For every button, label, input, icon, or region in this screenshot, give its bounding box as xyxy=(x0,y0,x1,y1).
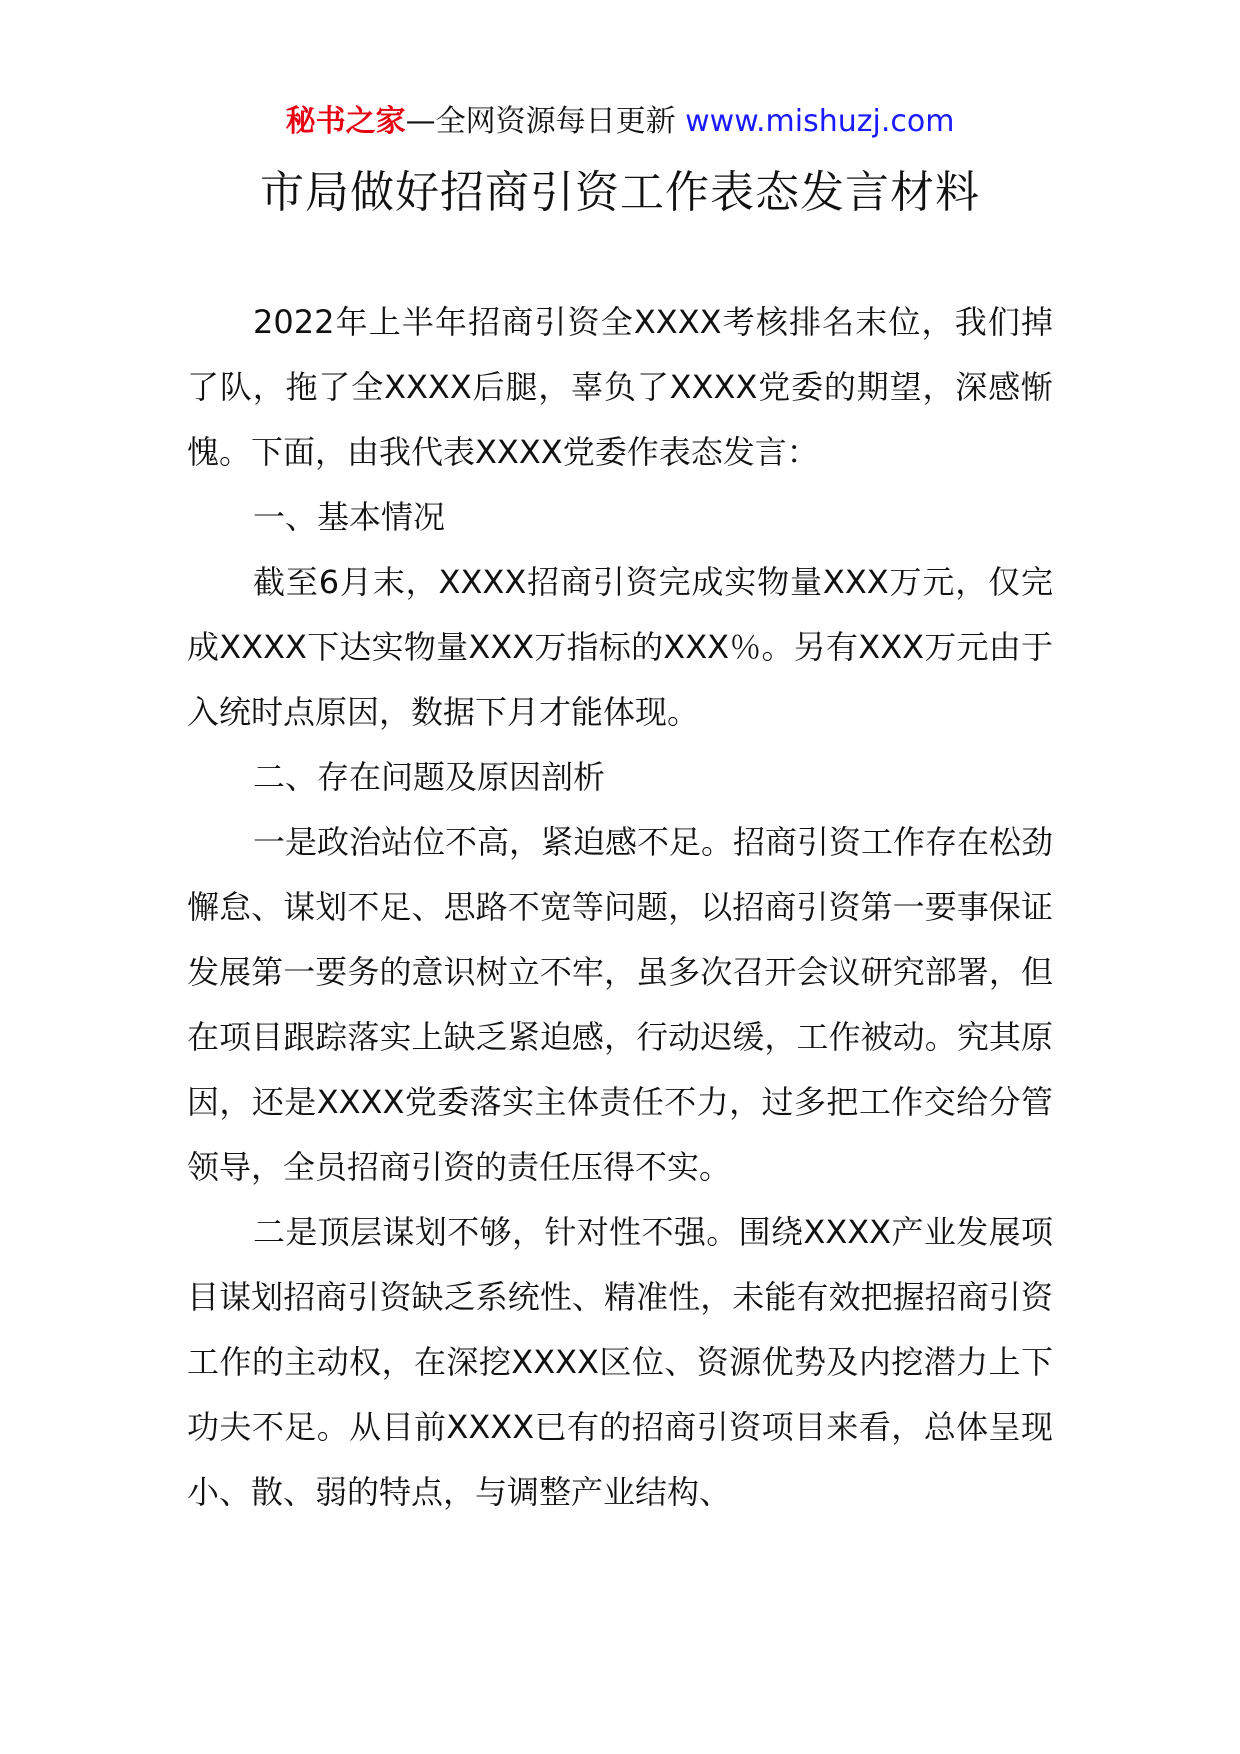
header-tagline: —全网资源每日更新 xyxy=(405,104,686,139)
paragraph-intro: 2022年上半年招商引资全XXXX考核排名末位，我们掉了队，拖了全XXXX后腿，辜负了XXXX党委的期望，深感惭愧。下面，由我代表XXXX党委作表态发言： xyxy=(187,303,1053,471)
site-url-link[interactable]: www.mishuzj.com xyxy=(685,104,955,139)
section-heading-problems: 二、存在问题及原因剖析 xyxy=(253,758,606,796)
brand-name: 秘书之家 xyxy=(285,104,406,139)
paragraph-problem-one: 一是政治站位不高，紧迫感不足。招商引资工作存在松劲懈怠、谋划不足、思路不宽等问题，以招商引资第一要事保证发展第一要务的意识树立不牢，虽多次召开会议研究部署，但在项目跟踪落实上缺乏紧迫感，行动迟缓，工作被动。究其原因，还是XXXX党委落实主体责任不力，过多把工作交给分管领导，全员招商引资的责任压得不实。 xyxy=(187,823,1054,1186)
section-heading-basic: 一、基本情况 xyxy=(253,498,446,536)
document-body xyxy=(187,290,1053,1525)
paragraph-problem-two: 二是顶层谋划不够，针对性不强。围绕XXXX产业发展项目谋划招商引资缺乏系统性、精准性，未能有效把握招商引资工作的主动权，在深挖XXXX区位、资源优势及内挖潜力上下功夫不足。从目前XXXX已有的招商引资项目来看，总体呈现小、散、弱的特点，与调整产业结构、 xyxy=(187,1213,1053,1511)
paragraph-basic-situation: 截至6月末，XXXX招商引资完成实物量XXX万元，仅完成XXXX下达实物量XXX万指标的XXX％。另有XXX万元由于入统时点原因，数据下月才能体现。 xyxy=(187,563,1053,731)
document-title: 市局做好招商引资工作表态发言材料 xyxy=(260,167,980,218)
site-header xyxy=(0,102,1240,142)
